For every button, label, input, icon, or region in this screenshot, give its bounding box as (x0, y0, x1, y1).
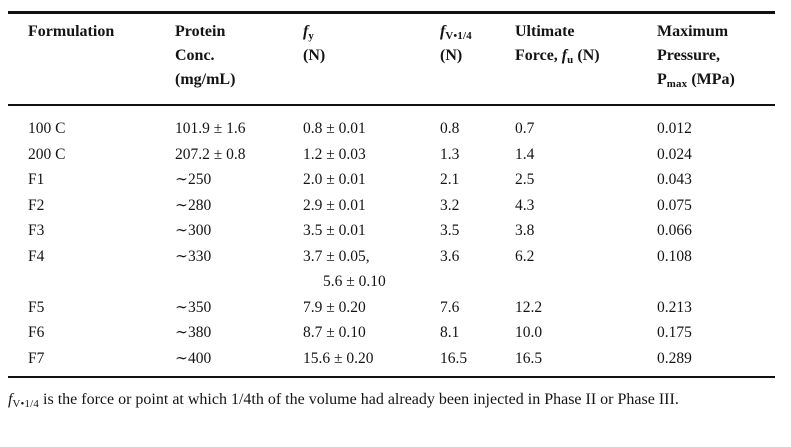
cell-formulation: F3 (28, 222, 45, 239)
cell-fy: 0.8 ± 0.01 (303, 120, 366, 137)
cell-formulation: 100 C (28, 120, 66, 137)
header-text: Ultimate (515, 23, 575, 40)
cell-protein-conc: ∼330 (175, 247, 212, 265)
cell-protein-conc: 207.2 ± 0.8 (175, 145, 246, 163)
cell-fy (303, 244, 440, 295)
footnote-fv-subscript: V•1/4 (12, 398, 40, 411)
cell-formulation: F4 (28, 247, 45, 265)
cell-fv14: 3.2 (440, 196, 460, 214)
cell-ultimate-force: 10.0 (515, 324, 543, 341)
cell-fy-line1: 3.7 ± 0.05, (303, 247, 370, 265)
cell-fv14: 2.1 (440, 171, 460, 188)
header-text: Force, $f_u$ (N) (515, 47, 600, 67)
table-row (8, 193, 775, 219)
cell-protein-conc: 101.9 ± 1.6 (175, 120, 246, 137)
data-table (8, 11, 775, 378)
cell-ultimate-force: 1.4 (515, 145, 535, 163)
header-row (8, 13, 775, 106)
cell-fy: 8.7 ± 0.10 (303, 324, 366, 341)
cell-fy: 15.6 ± 0.20 (303, 349, 374, 367)
table-row (8, 320, 775, 346)
col-header-fv14 (440, 13, 515, 106)
cell-max-pressure: 0.289 (657, 349, 692, 367)
cell-ultimate-force: 4.3 (515, 196, 535, 214)
header-text: $P_{max}$ (MPa) (657, 71, 735, 91)
header-text: Pressure, (657, 47, 720, 64)
footnote-text: is the force or point at which 1/4th of the volume had already been injected in Phase II or Phase III. (39, 391, 679, 408)
cell-formulation: F7 (28, 349, 45, 367)
cell-fv14: 16.5 (440, 349, 468, 367)
table-row (8, 218, 775, 244)
cell-fv14: 7.6 (440, 298, 460, 316)
cell-max-pressure: 0.066 (657, 222, 692, 239)
cell-fy: 2.0 ± 0.01 (303, 171, 366, 188)
col-header-protein-conc (175, 13, 303, 106)
cell-ultimate-force: 3.8 (515, 222, 535, 239)
cell-formulation: F1 (28, 171, 45, 188)
col-header-formulation (8, 13, 175, 106)
cell-max-pressure: 0.024 (657, 145, 692, 163)
header-text: Conc. (175, 47, 215, 64)
cell-max-pressure: 0.012 (657, 120, 692, 137)
table-row (8, 105, 775, 142)
header-unit: (N) (440, 47, 463, 64)
cell-ultimate-force: 16.5 (515, 349, 543, 367)
cell-formulation: 200 C (28, 145, 66, 163)
cell-fy: 7.9 ± 0.20 (303, 298, 366, 316)
cell-ultimate-force: 6.2 (515, 247, 535, 265)
cell-fy-line2: 5.6 ± 0.10 (323, 273, 386, 290)
header-unit: (N) (303, 47, 326, 64)
footnote-fv-symbol: f (8, 391, 13, 408)
cell-formulation: F2 (28, 196, 45, 214)
table-row (8, 167, 775, 193)
table-row (8, 295, 775, 321)
cell-fv14: 8.1 (440, 324, 460, 341)
col-header-max-pressure (657, 13, 775, 106)
table-row (8, 142, 775, 168)
cell-formulation: F5 (28, 298, 45, 316)
header-text: Protein (175, 23, 226, 40)
cell-fv14: 3.6 (440, 247, 460, 265)
cell-fv14: 1.3 (440, 145, 460, 163)
cell-fv14: 3.5 (440, 222, 460, 239)
cell-fy: 1.2 ± 0.03 (303, 145, 366, 163)
cell-fv14: 0.8 (440, 120, 460, 137)
cell-formulation: F6 (28, 324, 45, 341)
table-footnote (8, 387, 775, 412)
col-header-fy (303, 13, 440, 106)
cell-protein-conc: ∼300 (175, 222, 212, 239)
cell-ultimate-force: 0.7 (515, 120, 535, 137)
cell-protein-conc: ∼280 (175, 196, 212, 214)
cell-ultimate-force: 12.2 (515, 298, 543, 316)
cell-fy: 2.9 ± 0.01 (303, 196, 366, 214)
cell-max-pressure: 0.043 (657, 171, 692, 188)
col-header-ultimate-force (515, 13, 657, 106)
cell-fy: 3.5 ± 0.01 (303, 222, 366, 239)
header-text: (mg/mL) (175, 71, 236, 88)
header-text: Formulation (28, 23, 115, 40)
header-text: $f_{V•1/4}$ (440, 23, 472, 43)
table-row (8, 346, 775, 378)
cell-protein-conc: ∼400 (175, 349, 212, 367)
cell-max-pressure: 0.213 (657, 298, 692, 316)
cell-protein-conc: ∼380 (175, 324, 212, 341)
header-text: $f_y$ (303, 23, 314, 43)
cell-max-pressure: 0.075 (657, 196, 692, 214)
cell-protein-conc: ∼250 (175, 171, 212, 188)
cell-protein-conc: ∼350 (175, 298, 212, 316)
cell-max-pressure: 0.108 (657, 247, 692, 265)
table-row (8, 244, 775, 295)
header-text: Maximum (657, 23, 729, 40)
cell-max-pressure: 0.175 (657, 324, 692, 341)
cell-ultimate-force: 2.5 (515, 171, 535, 188)
